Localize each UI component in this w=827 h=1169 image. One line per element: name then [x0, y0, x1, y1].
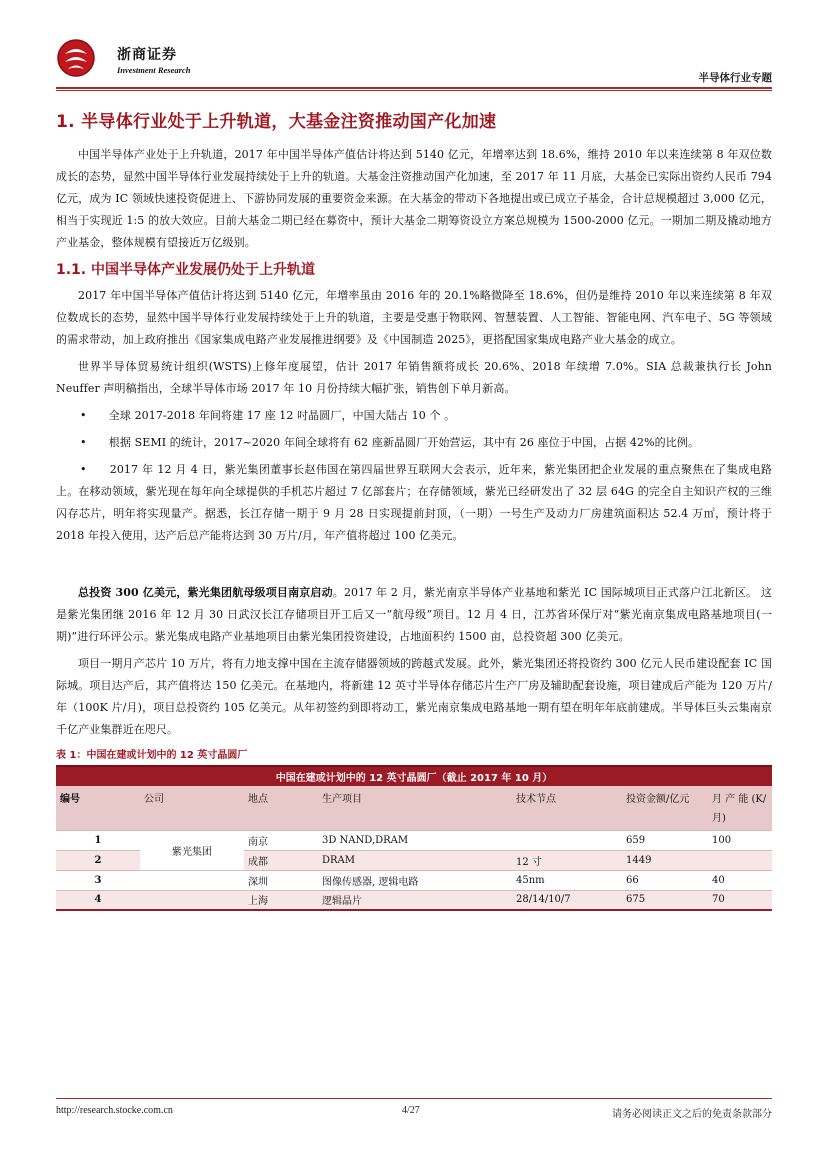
company-cell: 紫光集团	[140, 830, 244, 870]
logo-name: 浙商证券	[117, 47, 177, 63]
location-cell: 南京	[244, 830, 318, 850]
product-cell: 3D NAND,DRAM	[318, 830, 512, 850]
column-header: 投资金额/亿元	[622, 786, 708, 830]
fab-table	[56, 765, 772, 911]
product-cell: 逻辑晶片	[318, 890, 512, 910]
capacity-cell: 100	[708, 830, 772, 850]
product-cell: DRAM	[318, 850, 512, 870]
column-header: 技术节点	[512, 786, 622, 830]
table-row	[56, 830, 772, 850]
capacity-cell	[708, 850, 772, 870]
bullet-item-3: • 2017 年 12 月 4 日，紫光集团董事长赵伟国在第四届世界互联网大会表示，近年来，紫光集团把企业发展的重点聚焦在了集成电路上。在移动领域，紫光现在每年向全球提供的手机芯片超过 7 亿部套片；在存储领域，紫光已经研发出了 32 层 64G 的完全自主知识产权的三维闪存芯片，明年将实现量产。据悉，长江存储一期于 9 月 28 日实现提前封顶，（一期）一号生产及动力厂房建筑面积达 52.4 万㎡，预计将于 2018 年投入使用，达产后总产能将达到 30 万片/月，年产值将超过 100 亿美元。	[56, 463, 772, 542]
subsection-title: 1.1. 中国半导体产业发展仍处于上升轨道	[56, 262, 315, 278]
company-cell	[140, 890, 244, 910]
page-header	[56, 36, 772, 92]
page-number: 4/27	[402, 1105, 420, 1116]
table-caption: 表 1：中国在建或计划中的 12 英寸晶圆厂	[56, 750, 248, 761]
column-header: 生产项目	[318, 786, 512, 830]
capacity-cell: 40	[708, 870, 772, 890]
bullet-item-2: • 根据 SEMI 的统计，2017~2020 年间全球将有 62 座新晶圆厂开始营运，其中有 26 座位于中国，占据 42%的比例。	[80, 436, 700, 449]
footer-disclaimer: 请务必阅读正文之后的免责条款部分	[612, 1109, 772, 1120]
table-row	[56, 890, 772, 910]
product-cell: 图像传感器, 逻辑电路	[318, 870, 512, 890]
row-number: 3	[56, 870, 140, 890]
column-header: 地点	[244, 786, 318, 830]
subsection-paragraph-1: 2017 年中国半导体产值估计将达到 5140 亿元，年增率虽由 2016 年的 20.1%略微降至 18.6%，但仍是维持 2010 年以来连续第 8 年双位数成长的态势，显然中国半导体行业发展持续处于上升的轨道，主要是受惠于物联网、智慧装置、人工智能、智能电网、汽车电子、5G 等领域的需求带动，加上政府推出《国家集成电路产业发展推进纲要》及《中国制造 2025》，更搭配国家集成电路产业大基金的成立。	[56, 289, 772, 346]
column-header: 月 产 能 (K/月)	[708, 786, 772, 830]
table-title-row	[56, 766, 772, 786]
section-paragraph: 中国半导体产业处于上升轨道，2017 年中国半导体产值估计将达到 5140 亿元，年增率达到 18.6%，维持 2010 年以来连续第 8 年双位数成长的态势，显然中国半导体行业发展持续处于上升的轨道。大基金注资推动国产化加速，至 2017 年 11 月底，大基金已实际出资约人民币 794 亿元，成为 IC 领域快速投资促进上、下游协同发展的重要资金来源。在大基金的带动下各地提出或已成立子基金，合计总规模超过 3,000 亿元，相当于实现近 1:5 的放大效应。目前大基金二期已经在募资中，预计大基金二期筹资设立方案总规模为 1500-2000 亿元。一期加二期及撬动地方产业基金，整体规模有望接近万亿级别。	[56, 148, 772, 249]
company-cell	[140, 870, 244, 890]
location-cell: 深圳	[244, 870, 318, 890]
table-row	[56, 870, 772, 890]
subsection-paragraph-3	[56, 582, 772, 648]
footer-url[interactable]: http://research.stocke.com.cn	[56, 1105, 173, 1116]
subsection-paragraph-4: 项目一期月产芯片 10 万片，将有力地支撑中国在主流存储器领域的跨越式发展。此外，紫光集团还将投资约 300 亿元人民币建设配套 IC 国际城。项目达产后，其产值将达 150 亿美元。在基地内，将新建 12 英寸半导体存储芯片生产厂房及辅助配套设施，项目建成后产能为 120 万片/年（100K 片/月)，项目总投资约 105 亿美元。从年初签约到即将动工，紫光南京集成电路基地一期有望在明年年底前建成。半导体巨头云集南京千亿产业集群近在咫尺。	[56, 657, 772, 736]
node-cell: 28/14/10/7	[512, 890, 622, 910]
row-number: 2	[56, 850, 140, 870]
main-content	[56, 98, 772, 911]
capacity-cell: 70	[708, 890, 772, 910]
spacer	[56, 552, 772, 582]
zheshang-logo-icon	[56, 38, 114, 78]
table-title: 中国在建或计划中的 12 英寸晶圆厂（截止 2017 年 10 月）	[56, 766, 772, 786]
highlight-text: 总投资 300 亿美元，紫光集团航母级项目南京启动	[78, 586, 333, 599]
investment-cell: 66	[622, 870, 708, 890]
location-cell: 成都	[244, 850, 318, 870]
logo-subtitle: Investment Research	[117, 65, 191, 75]
table-header-row	[56, 786, 772, 830]
bullet-item-1: • 全球 2017-2018 年间将建 17 座 12 吋晶圆厂，中国大陆占 10 个 。	[80, 409, 456, 422]
column-header: 编号	[56, 786, 140, 830]
investment-cell: 675	[622, 890, 708, 910]
node-cell: 45nm	[512, 870, 622, 890]
node-cell	[512, 830, 622, 850]
section-title: 1. 半导体行业处于上升轨道，大基金注资推动国产化加速	[56, 112, 497, 132]
paragraph-text: 。2017 年 2 月，紫光南京半导体产业基地和紫光 IC 国际城项目正式落户江北新区。 这是紫光集团继 2016 年 12 月 30 日武汉长江存储项目开工后又一“航母级”项目。12 月 4 日，江苏省环保厅对“紫光南京集成电路基地项目(一期)”进行环评公示。紫光集成电路产业基地项目由紫光集团投资建设，占地面积约 1500 亩，总投资超 300 亿美元。	[56, 586, 772, 643]
node-cell: 12 寸	[512, 850, 622, 870]
investment-cell: 659	[622, 830, 708, 850]
row-number: 1	[56, 830, 140, 850]
subsection-paragraph-2: 世界半导体贸易统计组织(WSTS)上修年度展望，估计 2017 年销售额将成长 20.6%、2018 年续增 7.0%。SIA 总裁兼执行长 John Neuffer 声明稿指出，全球半导体市场 2017 年 10 月份持续大幅扩张，销售创下单月新高。	[56, 360, 772, 395]
header-divider	[56, 87, 772, 89]
page-footer	[56, 1098, 772, 1128]
row-number: 4	[56, 890, 140, 910]
investment-cell: 1449	[622, 850, 708, 870]
header-divider-thin	[56, 90, 772, 91]
report-topic: 半导体行业专题	[698, 72, 772, 84]
location-cell: 上海	[244, 890, 318, 910]
column-header: 公司	[140, 786, 244, 830]
